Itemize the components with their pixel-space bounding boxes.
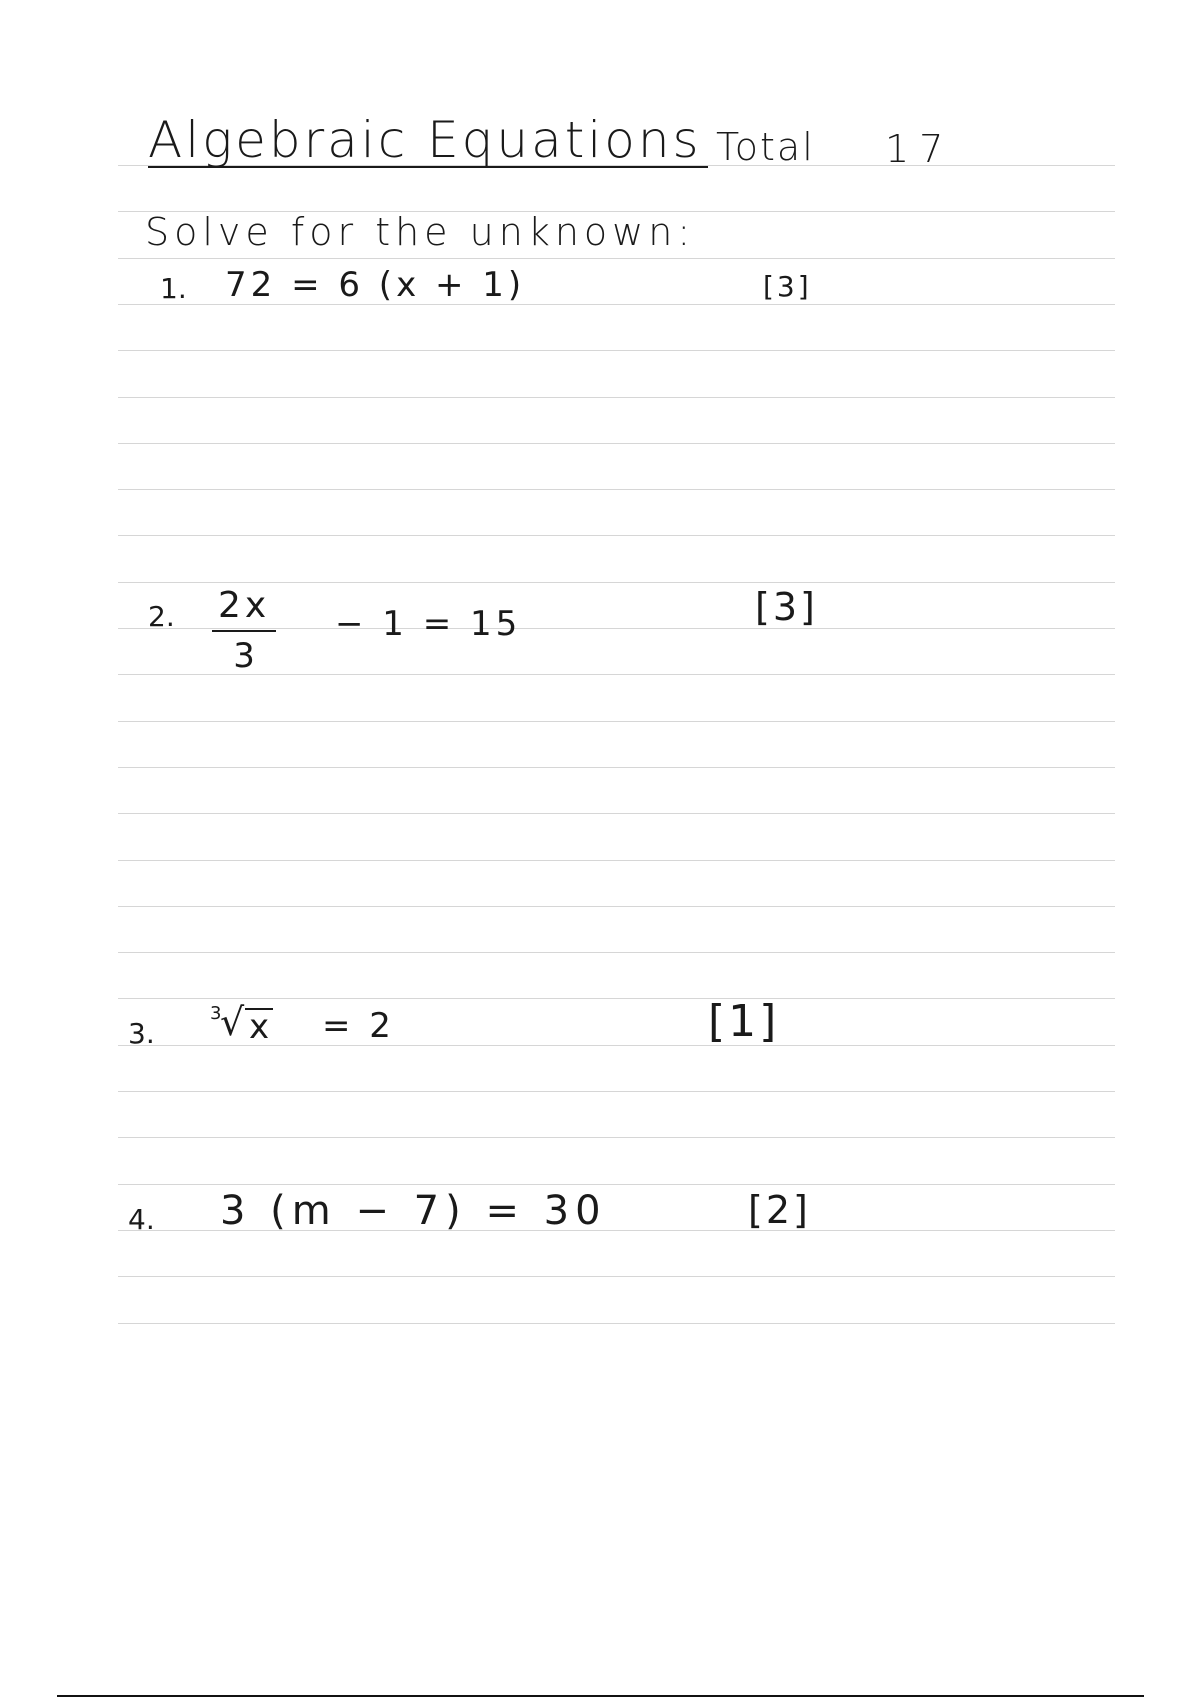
question-1-number: 1. [160,272,187,305]
instruction-text: Solve for the unknown: [145,210,696,254]
ruled-line [118,860,1115,861]
ruled-line [118,1137,1115,1138]
question-2-marks: [3] [755,585,818,629]
ruled-line [118,952,1115,953]
ruled-line [118,443,1115,444]
ruled-line [118,1276,1115,1277]
ruled-line [118,1323,1115,1324]
ruled-line [118,535,1115,536]
question-2-fraction [212,585,276,676]
question-3-root-index: 3 [210,1003,222,1024]
total-marks-value: 17 [885,127,954,171]
worksheet-title: Algebraic Equations [148,114,708,168]
total-label: Total [716,125,815,169]
question-4-number: 4. [128,1203,155,1236]
ruled-line [118,767,1115,768]
question-3-radicand: x [245,1008,273,1044]
ruled-line [118,397,1115,398]
question-4-equation: 3 (m − 7) = 30 [220,1188,607,1234]
question-1-marks: [3] [763,270,812,303]
ruled-line [118,721,1115,722]
question-2-number: 2. [148,600,175,633]
ruled-line [118,906,1115,907]
question-3-equation-rest: = 2 [322,1006,395,1046]
question-1-equation: 72 = 6 (x + 1) [225,265,526,305]
ruled-line [118,350,1115,351]
question-3-marks: [1] [708,996,780,1047]
question-2-denominator: 3 [233,636,255,676]
ruled-line [118,489,1115,490]
ruled-line [118,582,1115,583]
question-2-numerator: 2x [212,585,276,632]
question-2-equation-rest: − 1 = 15 [335,604,522,644]
question-4-marks: [2] [748,1188,811,1232]
page-bottom-border [57,1695,1144,1697]
ruled-line [118,1184,1115,1185]
ruled-line [118,258,1115,259]
question-3-number: 3. [128,1017,155,1050]
ruled-line [118,1091,1115,1092]
ruled-line [118,998,1115,999]
question-3-radical-icon: √ [220,1000,245,1044]
ruled-line [118,813,1115,814]
